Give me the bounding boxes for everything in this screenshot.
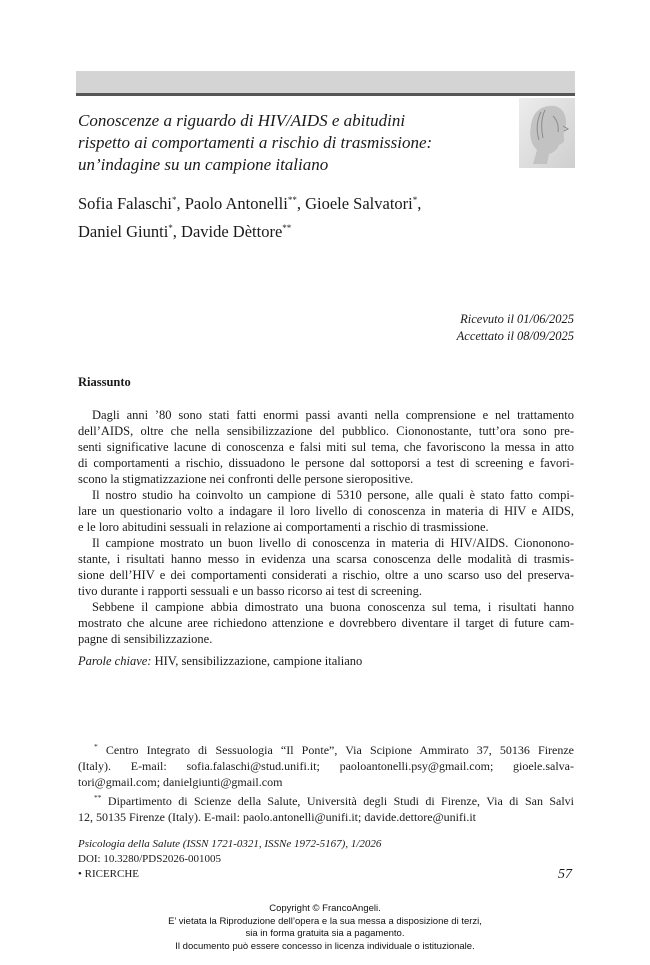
footnote-text: Centro Integrato di Sessuologia “Il Ponte”, Via Scipione Ammirato 37, 50136 Firenze [105,743,575,757]
author-separator: , [172,222,182,241]
copyright-notice [0,903,650,953]
author-name: Gioele Salvatori [305,194,413,213]
author-affiliation-mark: * [168,223,173,233]
abstract-line: mostrato che alcune aree richiedono attenzione e dovrebbero diventare il target di future cam- [78,616,574,630]
title-line: rispetto ai comportamenti a rischio di trasmissione: [78,133,433,152]
footnote-mark: ** [94,793,102,802]
abstract-body [78,407,574,647]
abstract-line: dell’AIDS, oltre che nella sensibilizzazione del pubblico. Ciononostante, tutt’ora sono pre- [78,424,574,438]
keywords [78,654,362,669]
journal-info [78,837,381,882]
journal-citation: Psicologia della Salute (ISSN 1721-0321, ISSNe 1972-5167), 1/2026 [78,838,382,850]
abstract-line: sione dell’HIV e dei comportamenti considerati a rischio, oltre a uno scarso uso del preserva- [78,568,574,582]
abstract-line: Dagli anni ’80 sono stati fatti enormi passi avanti nella comprensione e nel trattamento [92,408,574,422]
submission-dates [457,311,574,345]
title-line: Conoscenze a riguardo di HIV/AIDS e abitudini [78,111,406,130]
received-date: Ricevuto il 01/06/2025 [460,312,574,326]
copyright-line: Il documento può essere concesso in licenza individuale o istituzionale. [175,940,475,952]
affiliation-footnotes [78,739,574,825]
author-separator: , [417,194,422,213]
author-affiliation-mark: ** [282,223,292,233]
copyright-line: E’ vietata la Riproduzione dell’opera e la sua messa a disposizione di terzi, [168,915,482,927]
author-name: Sofia Falaschi [78,194,172,213]
author-affiliation-mark: * [171,195,177,205]
author-name: Daniel Giunti [78,222,169,241]
footnote-text: Dipartimento di Scienze della Salute, Università degli Studi di Firenze, Via di San Salvi [107,794,575,808]
abstract-line: Sebbene il campione abbia dimostrato una buona conoscenza sul tema, i risultati hanno [92,600,574,614]
abstract-heading: Riassunto [78,375,131,389]
section-label: • RICERCHE [78,868,139,880]
abstract-line: Il nostro studio ha coinvolto un campione di 5310 persone, alle quali è stato fatto compi- [92,488,574,502]
author-name: Paolo Antonelli [184,194,288,213]
footnote-line [78,739,574,758]
footnote-line: tori@gmail.com; danielgiunti@gmail.com [78,775,283,789]
footnote-line: (Italy). E-mail: sofia.falaschi@stud.unifi.it; paoloantonelli.psy@gmail.com; gioele.salva- [78,759,574,773]
abstract-line: pagne di sensibilizzazione. [78,632,213,646]
author-affiliation-mark: * [412,195,418,205]
abstract-line: scono la stigmatizzazione nei confronti delle persone sieropositive. [78,472,414,486]
author-name: Davide Dèttore [181,222,283,241]
abstract-line: tivo durante i rapporti sessuali e un basso ricorso ai test di screening. [78,584,423,598]
doi: DOI: 10.3280/PDS2026-001005 [78,853,222,865]
title-line: un’indagine su un campione italiano [78,155,329,174]
author-line [78,188,421,216]
keywords-label: Parole chiave: [78,654,152,668]
abstract-line: senti significative lacune di conoscenza e falsi miti sul tema, che favoriscono la messa in atto [78,440,574,454]
article-title [78,110,498,176]
copyright-line: Copyright © FrancoAngeli. [269,903,381,914]
copyright-line: sia in forma gratuita sia a pagamento. [245,928,405,939]
abstract-line: Il campione mostrato un buon livello di conoscenza in materia di HIV/AIDS. Ciononono- [92,536,574,550]
page-number: 57 [558,867,572,882]
abstract-line: stante, i risultati hanno messo in evidenza una scarsa conoscenza delle modalità di trasmis- [78,552,574,566]
abstract-line: lare un questionario volto a indagare il loro livello di conoscenza in materia di HIV e AIDS, [78,504,574,518]
accepted-date: Accettato il 08/09/2025 [456,329,574,343]
author-separator: , [296,194,306,213]
footnote-line [78,790,574,809]
abstract-line: di comportamenti a rischio, dissuadono le persone dal sottoporsi a test di screening e favori- [78,456,574,470]
footnote-mark: * [94,742,98,751]
author-affiliation-mark: ** [287,195,297,205]
abstract-line: e le loro abitudini sessuali in relazione ai comportamenti a rischio di trasmissione. [78,520,489,534]
author-line [78,216,421,244]
header-bar [76,71,575,93]
author-separator: , [176,194,185,213]
keywords-text: HIV, sensibilizzazione, campione italiano [154,654,363,668]
header-rule [76,93,575,96]
author-list [78,188,421,244]
portrait-logo-image [519,98,575,168]
footnote-line: 12, 50135 Firenze (Italy). E-mail: paolo.antonelli@unifi.it; davide.dettore@unifi.it [78,810,477,824]
